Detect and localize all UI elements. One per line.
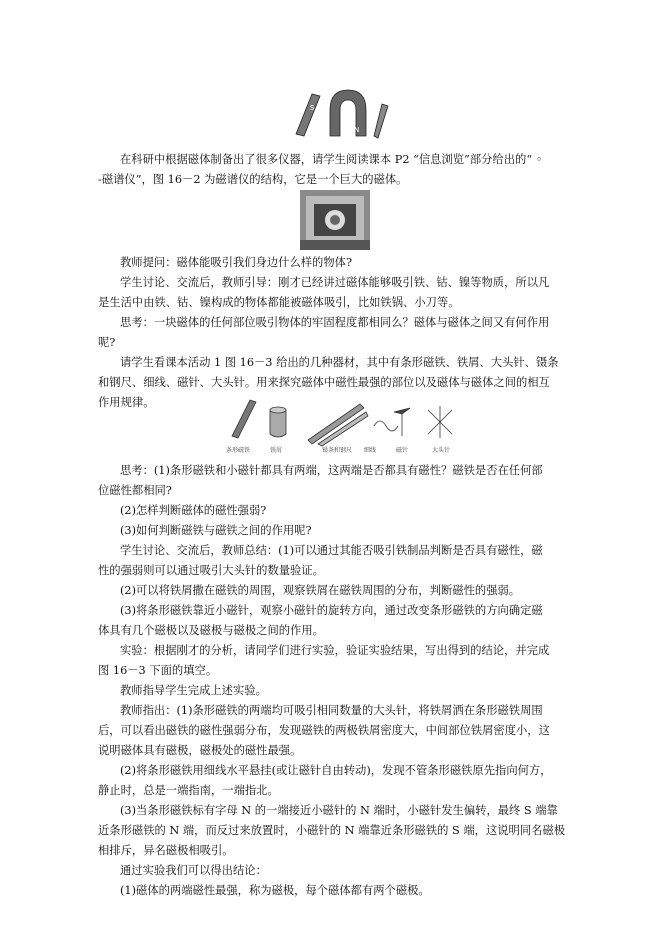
caption-iron-filings: 铁屑 bbox=[270, 447, 283, 454]
caption-pins: 大头针 bbox=[432, 447, 451, 454]
caption-compass: 磁针 bbox=[396, 447, 409, 454]
paragraph-16b: 近条形磁铁的 N 端，而反过来放置时，小磁针的 N 端靠近条形磁铁的 S 端，这说明同名磁极 bbox=[98, 824, 566, 837]
spectrometer-photo bbox=[300, 190, 370, 250]
paragraph-11b: 体具有几个磁极以及磁极与磁极之间的作用。 bbox=[98, 624, 324, 637]
paragraph-17: 通过实验我们可以得出结论： bbox=[120, 864, 267, 877]
magnets-figure bbox=[290, 86, 390, 142]
paragraph-18: (1)磁体的两端磁性最强，称为磁极，每个磁体都有两个磁极。 bbox=[120, 884, 430, 897]
paragraph-13: 教师指导学生完成上述实验。 bbox=[120, 684, 267, 697]
paragraph-2: 教师提问：磁体能吸引我们身边什么样的物体? bbox=[120, 256, 352, 269]
paragraph-3a: 学生讨论、交流后，教师引导：刚才已经讲过磁体能够吸引铁、钴、镍等物质，所以凡 bbox=[120, 276, 550, 289]
caption-bar-magnet: 条形磁铁 bbox=[226, 447, 251, 454]
caption-rod-ruler: 镊条和钢尺 bbox=[322, 447, 353, 454]
paragraph-11a: (3)将条形磁铁靠近小磁针，观察小磁针的旋转方向，通过改变条形磁铁的方向确定磁 bbox=[120, 604, 543, 617]
paragraph-9a: 学生讨论、交流后，教师总结：(1)可以通过其能否吸引铁制品判断是否具有磁性，磁 bbox=[120, 544, 543, 557]
paragraph-15a: (2)将条形磁铁用细线水平悬挂(或让磁针自由转动)，发现不管条形磁铁原先指向何方， bbox=[120, 764, 552, 777]
paragraph-12b: 图 16－3 下面的填空。 bbox=[98, 664, 218, 677]
paragraph-5a: 请学生看课本活动 1 图 16－3 给出的几种器材，其中有条形磁铁、铁屑、大头针、镊条 bbox=[120, 356, 559, 369]
paragraph-7: (2)怎样判断磁体的磁性强弱? bbox=[120, 504, 267, 517]
paragraph-1: 在科研中根据磁体制备出了很多仪器，请学生阅读课本 P2 “信息浏览”部分给出的“ ◦ bbox=[120, 153, 543, 166]
paragraph-16a: (3)当条形磁铁标有字母 N 的一端接近小磁针的 N 端时，小磁针发生偏转，最终 S 端靠 bbox=[120, 804, 558, 817]
paragraph-14b: 后，可以看出磁铁的磁性强弱分布，发现磁铁的两极铁屑密度大，中间部位铁屑密度小，这 bbox=[98, 724, 550, 737]
paragraph-6b: 位磁性都相同? bbox=[98, 484, 172, 497]
paragraph-5c: 作用规律。 bbox=[98, 396, 155, 409]
paragraph-3b: 是生活中由铁、钴、镍构成的物体都能被磁体吸引，比如铁锅、小刀等。 bbox=[98, 296, 460, 309]
paragraph-16c: 相排斥，异名磁极相吸引。 bbox=[98, 844, 234, 857]
paragraph-14a: 教师指出：(1)条形磁铁的两端均可吸引相同数量的大头针，将铁屑洒在条形磁铁周围 bbox=[120, 704, 543, 717]
magnet-letter-s: S bbox=[310, 104, 315, 112]
paragraph-5b: 和钢尺、细线、磁针、大头针。用来探究磁体中磁性最强的部位以及磁体与磁体之间的相互 bbox=[98, 376, 550, 389]
paragraph-4a: 思考：一块磁体的任何部位吸引物体的牢固程度都相同么？磁体与磁体之间又有何作用 bbox=[120, 316, 550, 329]
paragraph-1b: -磁谱仪”，图 16－2 为磁谱仪的结构，它是一个巨大的磁体。 bbox=[98, 173, 408, 186]
paragraph-6a: 思考：(1)条形磁铁和小磁针都具有两端，这两端是否都具有磁性？磁铁是否在任何部 bbox=[120, 464, 543, 477]
paragraph-10: (2)可以将铁屑撒在磁铁的周围，观察铁屑在磁铁周围的分布，判断磁性的强弱。 bbox=[120, 584, 521, 597]
magnet-letter-n: N bbox=[354, 126, 360, 134]
paragraph-12a: 实验：根据刚才的分析，请同学们进行实验，验证实验结果，写出得到的结论，并完成 bbox=[120, 644, 550, 657]
paragraph-15b: 静止时，总是一端指南，一端指北。 bbox=[98, 784, 279, 797]
paragraph-9b: 性的强弱则可以通过吸引大头针的数量验证。 bbox=[98, 564, 324, 577]
paragraph-8: (3)如何判断磁铁与磁铁之间的作用呢? bbox=[120, 524, 312, 537]
paragraph-14c: 说明磁体具有磁极，磁极处的磁性最强。 bbox=[98, 744, 302, 757]
caption-thread: 细线 bbox=[364, 447, 377, 454]
paragraph-4b: 呢? bbox=[98, 336, 116, 349]
